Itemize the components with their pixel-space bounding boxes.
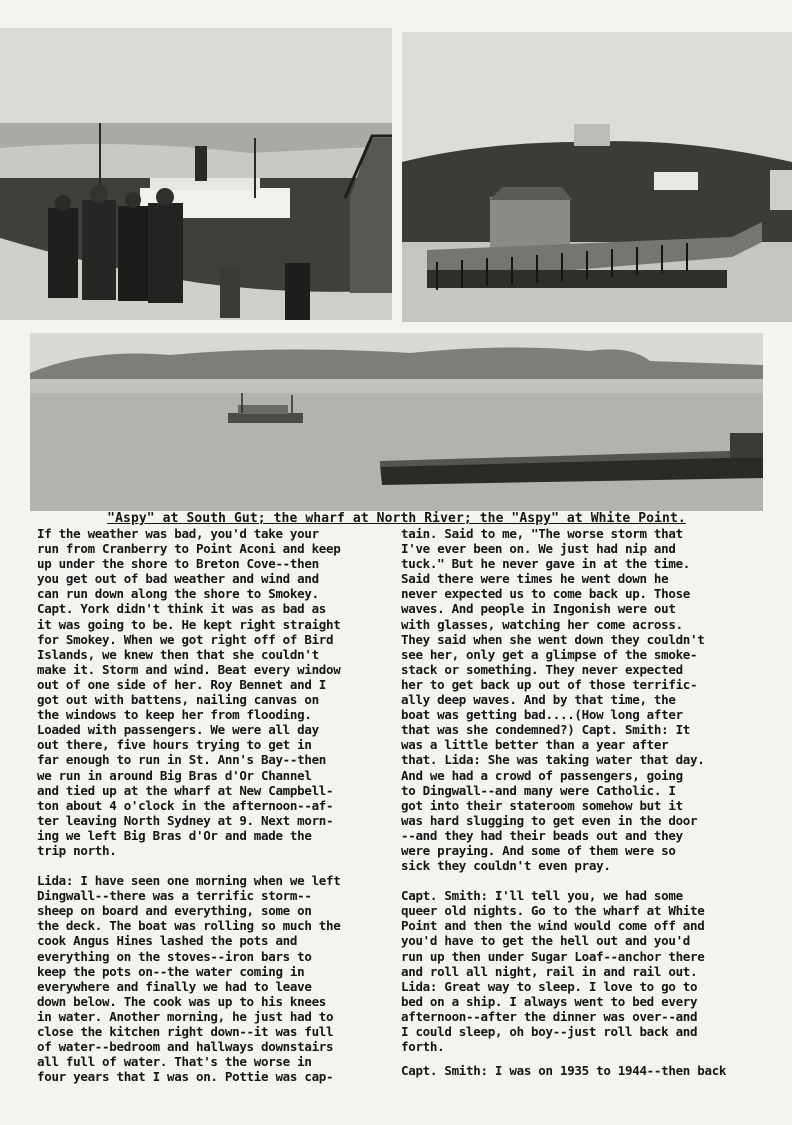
text-line: never expected us to come back up. Those	[401, 586, 691, 602]
text-line: sheep on board and everything, some on	[37, 903, 312, 919]
text-line: Point and then the wind would come off and	[401, 918, 705, 934]
text-line: stack or something. They never expected	[401, 661, 683, 677]
text-line: ally deep waves. And by that time, the	[401, 692, 676, 708]
text-line: all full of water. That's the worse in	[37, 1054, 312, 1070]
text-line: got into their stateroom somehow but it	[401, 797, 683, 813]
text-line: queer old nights. Go to the wharf at White	[401, 903, 705, 919]
text-line: was a little better than a year after	[401, 737, 669, 753]
text-line: we run in around Big Bras d'Or Channel	[37, 767, 312, 783]
text-line: her to get back up out of those terrific-	[401, 676, 698, 692]
text-line: --and they had their beads out and they	[401, 827, 683, 843]
text-line: keep the pots on--the water coming in	[37, 963, 305, 979]
text-line: tain. Said to me, "The worse storm that	[401, 526, 683, 541]
paragraph-gap	[401, 1054, 779, 1063]
text-line: run up then under Sugar Loaf--anchor there	[401, 948, 705, 964]
text-line: cook Angus Hines lashed the pots and	[37, 933, 298, 949]
paragraph-weather	[37, 526, 387, 858]
text-line: out there, five hours trying to get in	[37, 737, 312, 753]
paragraph-queer-nights	[401, 888, 779, 1054]
text-line: close the kitchen right down--it was full	[37, 1024, 334, 1039]
text-line: and roll all night, rail in and rail out.	[401, 963, 698, 979]
text-line: Capt. Smith: I was on 1935 to 1944--then back	[401, 1063, 727, 1079]
text-line: trip north.	[37, 842, 117, 858]
text-line: the windows to keep her from flooding.	[37, 707, 312, 723]
text-line: Capt. York didn't think it was as bad as	[37, 601, 327, 617]
text-line: I've ever been on. We just had nip and	[401, 541, 676, 557]
text-line: for Smokey. When we got right off of Bird	[37, 631, 334, 647]
text-line: you'd have to get the hell out and you'd	[401, 933, 691, 949]
text-line: up under the shore to Breton Cove--then	[37, 556, 319, 572]
text-line: sick they couldn't even pray.	[401, 858, 611, 874]
photo-wharf-north-river	[402, 32, 792, 322]
text-line: far enough to run in St. Ann's Bay--then	[37, 752, 327, 768]
text-line: forth.	[401, 1039, 445, 1055]
text-line: that was she condemned?) Capt. Smith: It	[401, 722, 691, 738]
text-line: I could sleep, oh boy--just roll back and	[401, 1024, 698, 1039]
text-line: bed on a ship. I always went to bed every	[401, 993, 698, 1009]
text-line: And we had a crowd of passengers, going	[401, 767, 683, 783]
text-line: tuck." But he never gave in at the time.	[401, 556, 691, 572]
text-line: boat was getting bad....(How long after	[401, 707, 683, 723]
text-line: afternoon--after the dinner was over--and	[401, 1008, 698, 1024]
text-line: Said there were times he went down he	[401, 571, 669, 587]
text-line: ing we left Big Bras d'Or and made the	[37, 827, 312, 843]
text-line: was hard slugging to get even in the door	[401, 812, 698, 828]
text-line: four years that I was on. Pottie was cap-	[37, 1069, 334, 1085]
text-line: that. Lida: She was taking water that day.	[401, 752, 705, 768]
text-line: got out with battens, nailing canvas on	[37, 692, 319, 708]
text-line: make it. Storm and wind. Beat every window	[37, 661, 341, 677]
text-line: ton about 4 o'clock in the afternoon--af-	[37, 797, 334, 813]
text-line: Loaded with passengers. We were all day	[37, 722, 319, 738]
text-line: ter leaving North Sydney at 9. Next morn-	[37, 812, 334, 828]
paragraph-gap	[401, 873, 779, 888]
text-line: Capt. Smith: I'll tell you, we had some	[401, 888, 683, 904]
text-line: of water--bedroom and hallways downstairs	[37, 1039, 334, 1055]
text-line: can run down along the shore to Smokey.	[37, 586, 319, 602]
photo-caption: "Aspy" at South Gut; the wharf at North River; the "Aspy" at White Point.	[107, 511, 686, 526]
text-line: Lida: Great way to sleep. I love to go to	[401, 978, 698, 994]
text-line: see her, only get a glimpse of the smoke-	[401, 646, 698, 662]
text-line: run from Cranberry to Point Aconi and keep	[37, 541, 341, 557]
paragraph-pottie-storm	[401, 526, 779, 873]
paragraph-years-on	[401, 1063, 779, 1078]
article-column-left	[37, 526, 387, 1084]
text-line: you get out of bad weather and wind and	[37, 571, 319, 587]
text-line: were praying. And some of them were so	[401, 842, 676, 858]
text-line: Dingwall--there was a terrific storm--	[37, 888, 312, 904]
article-column-right	[401, 526, 779, 1078]
photo-aspy-south-gut	[0, 28, 392, 320]
paragraph-lida-storm	[37, 873, 387, 1084]
text-line: with glasses, watching her come across.	[401, 616, 683, 632]
text-line: out of one side of her. Roy Bennet and I	[37, 676, 327, 692]
text-line: in water. Another morning, he just had to	[37, 1008, 334, 1024]
text-line: Islands, we knew then that she couldn't	[37, 646, 319, 662]
text-line: to Dingwall--and many were Catholic. I	[401, 782, 676, 798]
text-line: They said when she went down they couldn't	[401, 631, 705, 647]
text-line: it was going to be. He kept right straight	[37, 616, 341, 632]
text-line: Lida: I have seen one morning when we left	[37, 873, 341, 889]
text-line: everywhere and finally we had to leave	[37, 978, 312, 994]
text-line: and tied up at the wharf at New Campbell-	[37, 782, 334, 798]
text-line: down below. The cook was up to his knees	[37, 993, 327, 1009]
text-line: waves. And people in Ingonish were out	[401, 601, 676, 617]
photo-aspy-white-point	[30, 333, 763, 511]
paragraph-gap	[37, 858, 387, 873]
text-line: If the weather was bad, you'd take your	[37, 526, 319, 541]
text-line: everything on the stoves--iron bars to	[37, 948, 312, 964]
text-line: the deck. The boat was rolling so much the	[37, 918, 341, 934]
